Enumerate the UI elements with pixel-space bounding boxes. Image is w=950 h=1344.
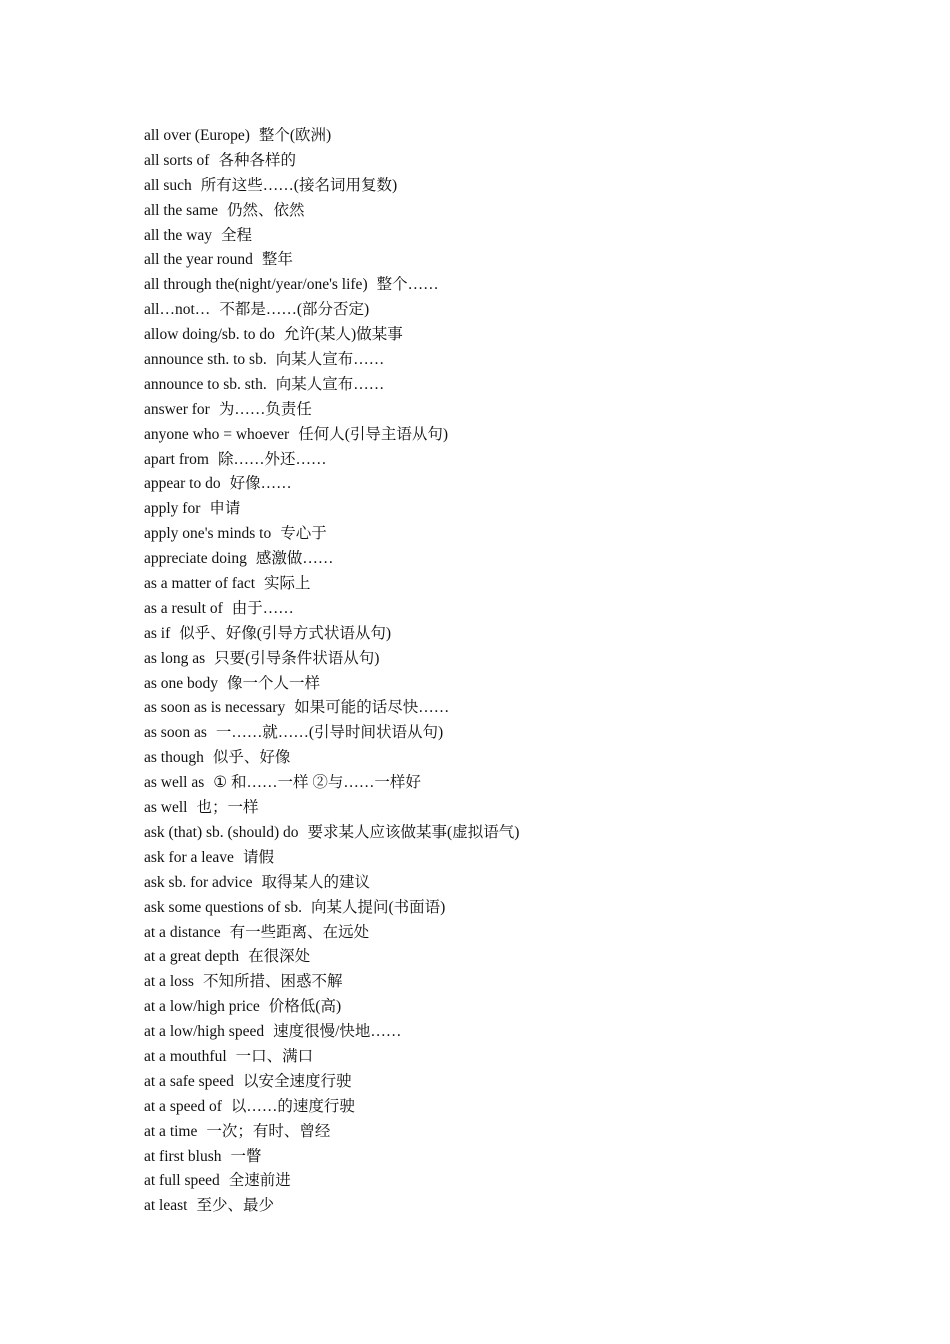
phrase-entry [144, 1194, 519, 1219]
english-phrase: as a matter of fact [144, 575, 256, 593]
english-phrase: answer for [144, 400, 210, 418]
chinese-meaning: 要求某人应该做某事(虚拟语气) [307, 823, 520, 841]
english-phrase: at full speed [144, 1172, 220, 1190]
chinese-meaning: 向某人提问(书面语) [311, 898, 446, 916]
phrase-entry [144, 846, 519, 871]
phrase-entry [144, 1095, 519, 1120]
phrase-entry [144, 448, 519, 473]
phrase-entry [144, 721, 519, 746]
phrase-entry [144, 398, 519, 423]
english-phrase: as soon as is necessary [144, 699, 286, 717]
chinese-meaning: 以安全速度行驶 [242, 1072, 352, 1090]
chinese-meaning: 全速前进 [228, 1172, 291, 1190]
english-phrase: apply for [144, 500, 201, 518]
chinese-meaning: 请假 [242, 848, 274, 866]
chinese-meaning: 整个…… [376, 276, 439, 294]
phrase-list [144, 124, 519, 1219]
chinese-meaning: 整个(欧洲) [258, 127, 332, 144]
chinese-meaning: ① 和……一样 ②与……一样好 [213, 774, 421, 792]
phrase-entry [144, 273, 519, 298]
phrase-entry [144, 423, 519, 448]
chinese-meaning: 为……负责任 [218, 400, 312, 418]
english-phrase: at a low/high speed [144, 1023, 265, 1041]
phrase-entry [144, 871, 519, 896]
english-phrase: all…not… [144, 301, 211, 319]
chinese-meaning: 实际上 [264, 575, 311, 593]
chinese-meaning: 一口、满口 [235, 1047, 314, 1065]
phrase-entry [144, 472, 519, 497]
chinese-meaning: 像一个人一样 [227, 674, 321, 692]
phrase-entry [144, 373, 519, 398]
phrase-entry [144, 597, 519, 622]
chinese-meaning: 价格低(高) [268, 998, 342, 1016]
english-phrase: as well as [144, 774, 205, 792]
phrase-entry [144, 821, 519, 846]
phrase-entry [144, 647, 519, 672]
english-phrase: as long as [144, 649, 206, 667]
phrase-entry [144, 522, 519, 547]
chinese-meaning: 各种各样的 [218, 151, 296, 169]
english-phrase: at a time [144, 1122, 198, 1140]
chinese-meaning: 不知所措、困惑不解 [202, 973, 343, 991]
phrase-entry [144, 224, 519, 249]
phrase-entry [144, 796, 519, 821]
english-phrase: at a mouthful [144, 1047, 227, 1065]
english-phrase: as a result of [144, 599, 223, 617]
chinese-meaning: 似乎、好像(引导方式状语从句) [179, 624, 392, 642]
english-phrase: at a loss [144, 973, 194, 991]
phrase-entry [144, 771, 519, 796]
phrase-entry [144, 1045, 519, 1070]
phrase-entry [144, 672, 519, 697]
english-phrase: as though [144, 749, 204, 767]
chinese-meaning: 全程 [221, 226, 253, 244]
phrase-entry [144, 174, 519, 199]
chinese-meaning: 好像…… [229, 475, 292, 493]
phrase-entry [144, 1145, 519, 1170]
english-phrase: all through the(night/year/one's life) [144, 276, 368, 294]
english-phrase: at a speed of [144, 1097, 222, 1115]
english-phrase: as soon as [144, 724, 207, 742]
phrase-entry [144, 970, 519, 995]
english-phrase: at first blush [144, 1147, 222, 1165]
phrase-entry [144, 921, 519, 946]
chinese-meaning: 申请 [209, 500, 241, 518]
phrase-entry [144, 1169, 519, 1194]
phrase-entry [144, 547, 519, 572]
english-phrase: all sorts of [144, 151, 210, 169]
chinese-meaning: 取得某人的建议 [261, 873, 370, 891]
english-phrase: ask for a leave [144, 848, 234, 866]
phrase-entry [144, 1020, 519, 1045]
english-phrase: announce sth. to sb. [144, 351, 267, 369]
chinese-meaning: 由于…… [231, 599, 294, 617]
chinese-meaning: 向某人宣布…… [275, 375, 385, 393]
chinese-meaning: 整年 [261, 251, 293, 269]
phrase-entry [144, 1120, 519, 1145]
chinese-meaning: 只要(引导条件状语从句) [214, 649, 380, 667]
english-phrase: apart from [144, 450, 209, 468]
english-phrase: at least [144, 1197, 188, 1215]
chinese-meaning: 一……就……(引导时间状语从句) [215, 724, 444, 742]
chinese-meaning: 在很深处 [248, 948, 311, 966]
english-phrase: appreciate doing [144, 550, 247, 568]
english-phrase: announce to sb. sth. [144, 375, 267, 393]
english-phrase: at a distance [144, 923, 221, 941]
phrase-entry [144, 1070, 519, 1095]
chinese-meaning: 似乎、好像 [212, 749, 291, 767]
english-phrase: all the year round [144, 251, 253, 269]
phrase-entry [144, 572, 519, 597]
phrase-entry [144, 124, 519, 149]
english-phrase: ask sb. for advice [144, 873, 253, 891]
english-phrase: all over (Europe) [144, 127, 250, 144]
phrase-entry [144, 248, 519, 273]
chinese-meaning: 也；一样 [196, 799, 259, 817]
chinese-meaning: 有一些距离、在远处 [229, 923, 370, 941]
english-phrase: as if [144, 624, 171, 642]
chinese-meaning: 任何人(引导主语从句) [298, 425, 449, 443]
chinese-meaning: 如果可能的话尽快…… [294, 699, 450, 717]
phrase-entry [144, 622, 519, 647]
chinese-meaning: 感激做…… [255, 550, 334, 568]
chinese-meaning: 一瞥 [230, 1147, 262, 1165]
phrase-entry [144, 896, 519, 921]
chinese-meaning: 所有这些……(接名词用复数) [200, 176, 398, 194]
phrase-entry [144, 696, 519, 721]
chinese-meaning: 以……的速度行驶 [230, 1097, 355, 1115]
english-phrase: all the way [144, 226, 213, 244]
english-phrase: at a great depth [144, 948, 240, 966]
phrase-entry [144, 298, 519, 323]
phrase-entry [144, 149, 519, 174]
english-phrase: appear to do [144, 475, 221, 493]
chinese-meaning: 至少、最少 [196, 1197, 274, 1215]
phrase-entry [144, 945, 519, 970]
english-phrase: at a low/high price [144, 998, 260, 1016]
chinese-meaning: 不都是……(部分否定) [219, 301, 370, 319]
phrase-entry [144, 348, 519, 373]
english-phrase: as one body [144, 674, 219, 692]
english-phrase: at a safe speed [144, 1072, 234, 1090]
english-phrase: all the same [144, 201, 219, 219]
phrase-entry [144, 497, 519, 522]
english-phrase: all such [144, 176, 192, 194]
english-phrase: ask (that) sb. (should) do [144, 823, 299, 841]
chinese-meaning: 仍然、依然 [227, 201, 305, 219]
phrase-entry [144, 995, 519, 1020]
english-phrase: ask some questions of sb. [144, 898, 303, 916]
chinese-meaning: 专心于 [280, 525, 327, 543]
chinese-meaning: 一次；有时、曾经 [206, 1122, 331, 1140]
english-phrase: as well [144, 799, 188, 817]
chinese-meaning: 速度很慢/快地…… [273, 1023, 402, 1041]
phrase-entry [144, 746, 519, 771]
chinese-meaning: 允许(某人)做某事 [283, 326, 403, 344]
english-phrase: allow doing/sb. to do [144, 326, 275, 344]
english-phrase: anyone who = whoever [144, 425, 290, 443]
english-phrase: apply one's minds to [144, 525, 272, 543]
chinese-meaning: 除……外还…… [217, 450, 327, 468]
chinese-meaning: 向某人宣布…… [275, 351, 385, 369]
phrase-entry [144, 323, 519, 348]
phrase-entry [144, 199, 519, 224]
